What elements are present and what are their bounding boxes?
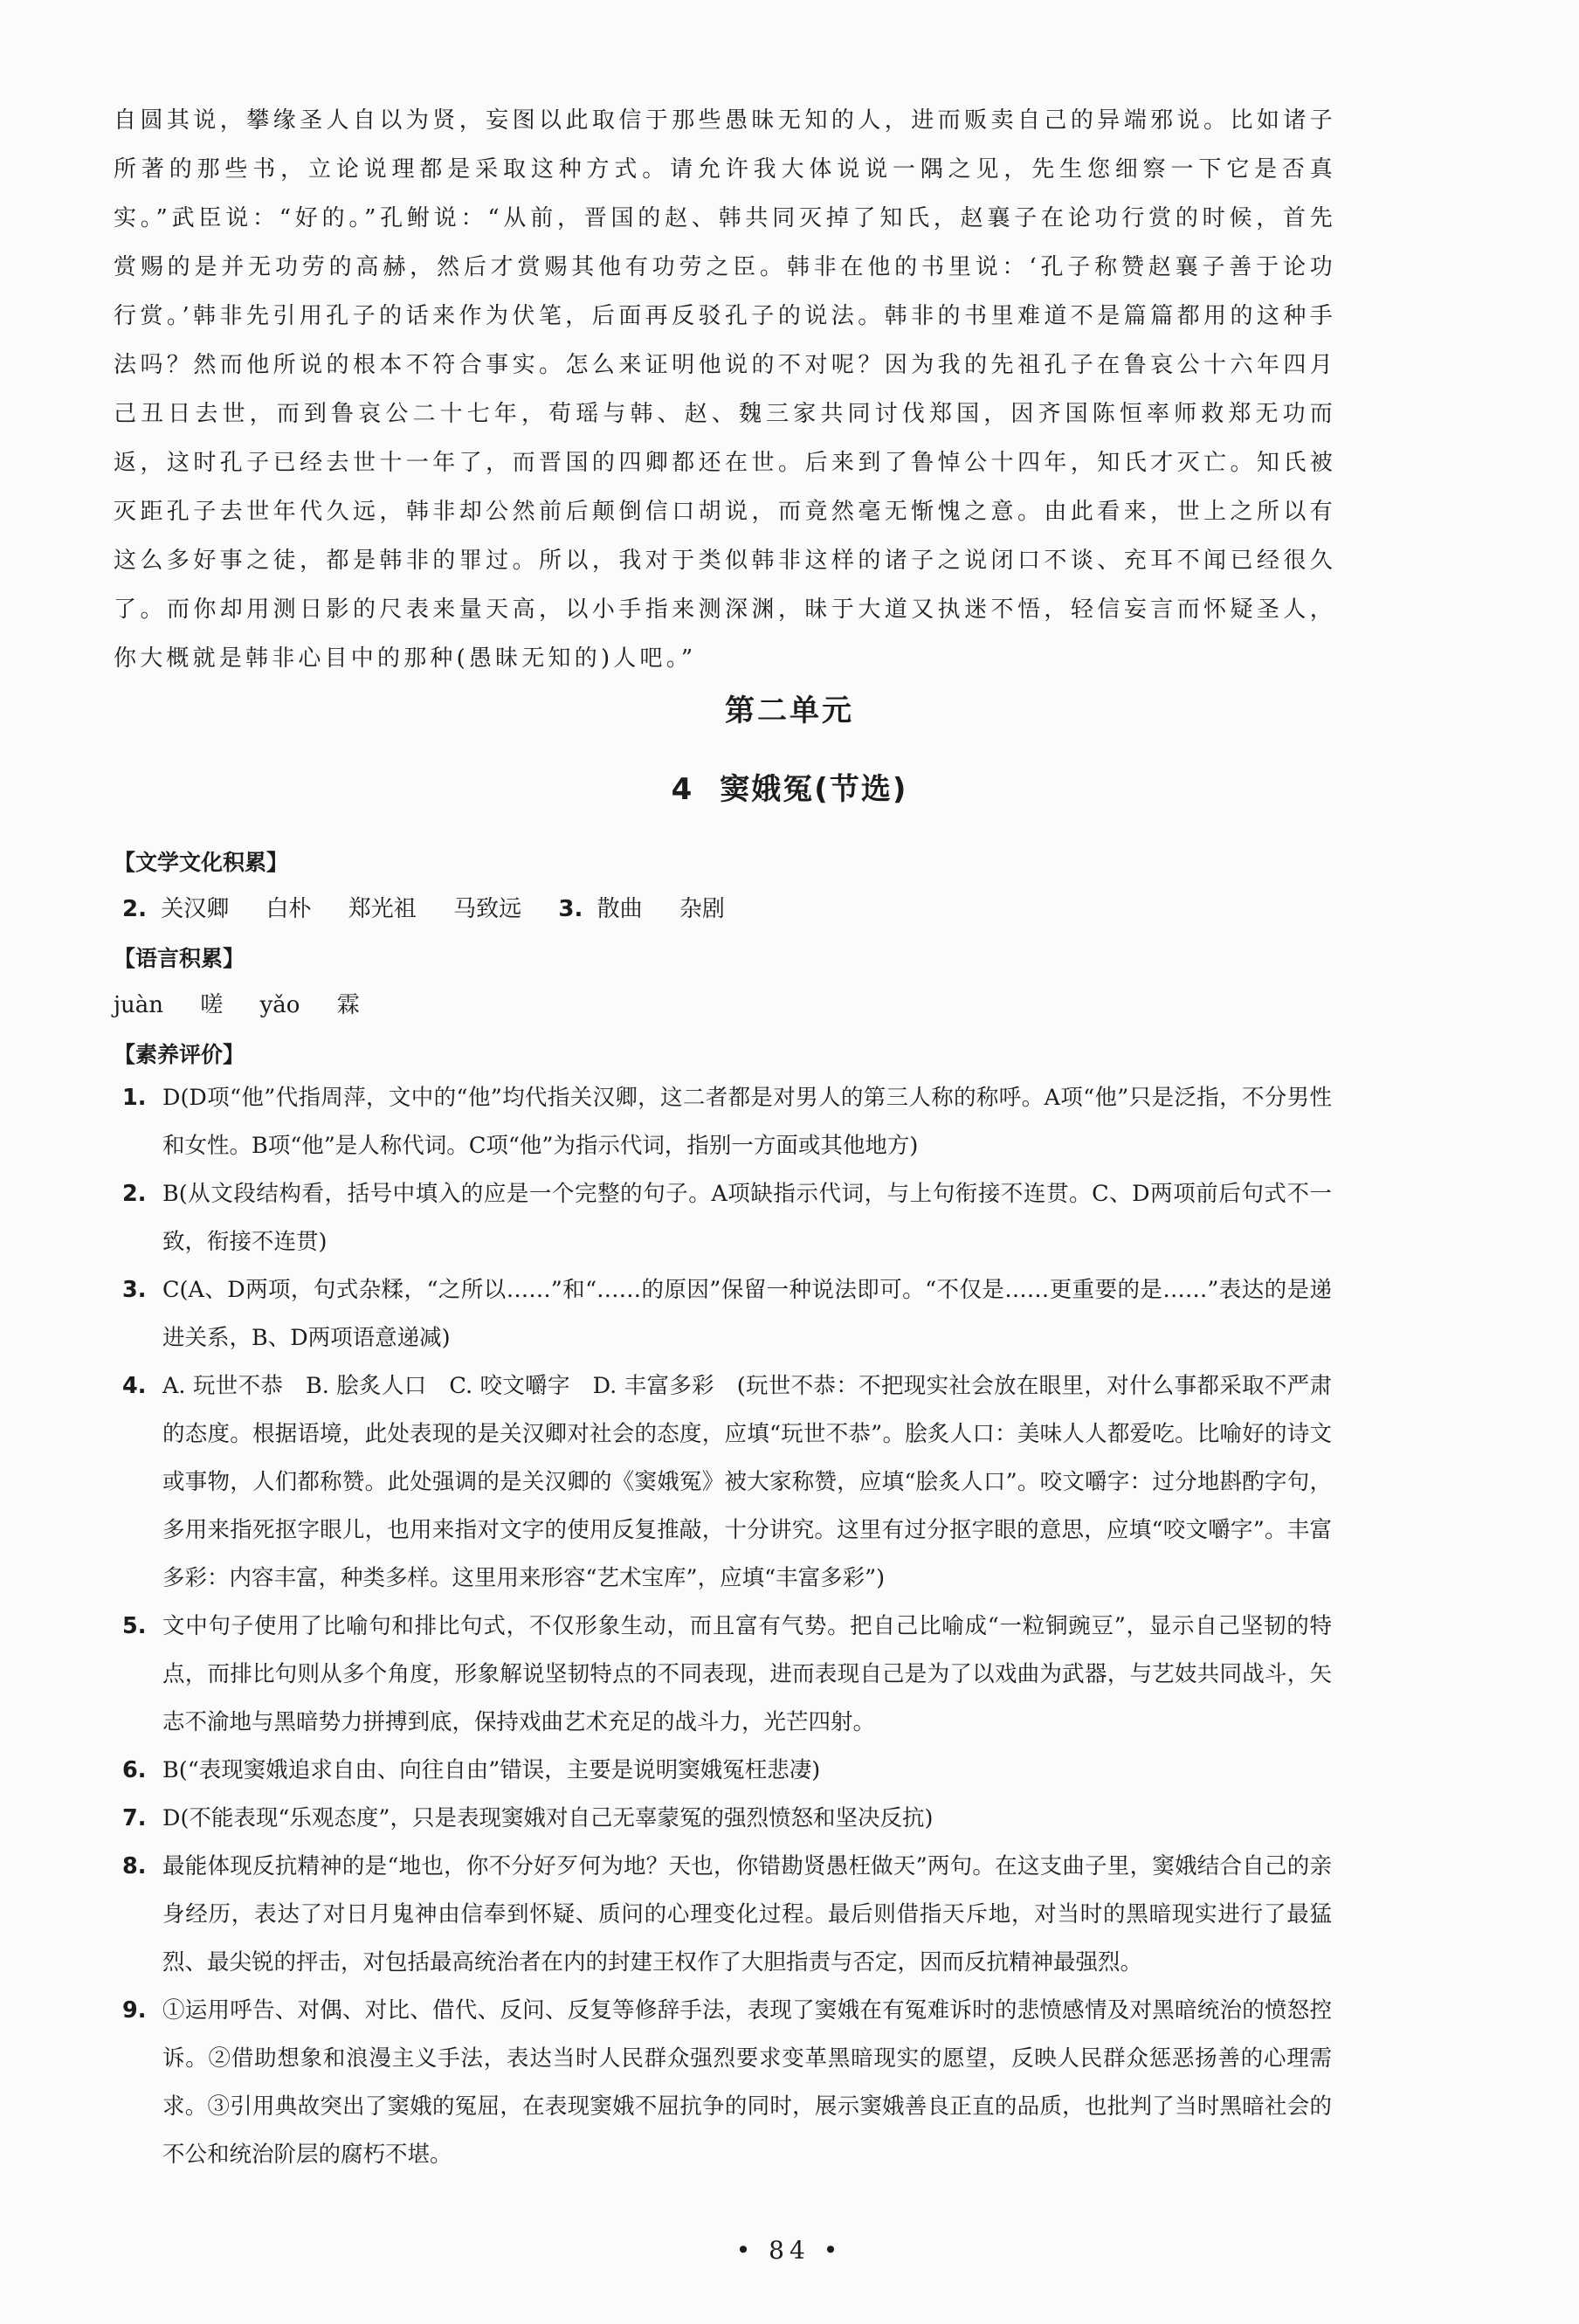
answer-text: A. 玩世不恭 B. 脍炙人口 C. 咬文嚼字 D. 丰富多彩 (玩世不恭：不把现实社会放在眼里，对什么事都采取不严肃的态度。根据语境，此处表现的是关汉卿对社会的态度，应填“玩世不恭”。脍炙人口：美味人人都爱吃。比喻好的诗文或事物，人们都称赞。此处强调的是关汉卿的《窦娥冤》被大家称赞，应填“脍炙人口”。咬文嚼字：过分地斟酌字句，多用来指死抠字眼儿，也用来指对文字的使用反复推敲，十分讲究。这里有过分抠字眼的意思，应填“咬文嚼字”。丰富多彩：内容丰富，种类多样。这里用来形容“艺术宝库”，应填“丰富多彩”) bbox=[162, 1373, 1332, 1591]
answer-number: 3. bbox=[558, 896, 583, 922]
intro-paragraph: 自圆其说，攀缘圣人自以为贤，妄图以此取信于那些愚昧无知的人，进而贩卖自己的异端邪说。比如诸子所著的那些书，立论说理都是采取这种方式。请允许我大体说说一隅之见，先生您细察一下它是否真实。”武臣说：“好的。”孔鲋说：“从前，晋国的赵、韩共同灭掉了知氏，赵襄子在论功行赏的时候，首先赏赐的是并无功劳的高赫，然后才赏赐其他有功劳之臣。韩非在他的书里说：‘孔子称赞赵襄子善于论功行赏。’韩非先引用孔子的话来作为伏笔，后面再反驳孔子的说法。韩非的书里难道不是篇篇都用的这种手法吗？然而他所说的根本不符合事实。怎么来证明他说的不对呢？因为我的先祖孔子在鲁哀公十六年四月己丑日去世，而到鲁哀公二十七年，荀瑶与韩、赵、魏三家共同讨伐郑国，因齐国陈恒率师救郑无功而返，这时孔子已经去世十一年了，而晋国的四卿都还在世。后来到了鲁悼公十四年，知氏才灭亡。知氏被灭距孔子去世年代久远，韩非却公然前后颠倒信口胡说，而竟然毫无惭愧之意。由此看来，世上之所以有这么多好事之徒，都是韩非的罪过。所以，我对于类似韩非这样的诸子之说闭口不谈、充耳不闻已经很久了。而你却用测日影的尺表来量天高，以小手指来测深渊，昧于大道又执迷不悟，轻信妄言而怀疑圣人，你大概就是韩非心目中的那种(愚昧无知的)人吧。” bbox=[114, 107, 1336, 672]
answer-number: 2. bbox=[122, 896, 147, 922]
answer-3 bbox=[122, 1266, 1332, 1362]
answer-number: 6. bbox=[122, 1757, 147, 1783]
lesson-number: 4 bbox=[671, 772, 694, 807]
answer-text: D(不能表现“乐观态度”，只是表现窦娥对自己无辜蒙冤的强烈愤怒和坚决反抗) bbox=[162, 1805, 934, 1831]
section-language-heading: 【语言积累】 bbox=[114, 946, 245, 971]
answer-item: 杂剧 bbox=[679, 896, 725, 922]
answer-item: 嗟 bbox=[200, 992, 224, 1018]
unit-title: 第二单元 bbox=[725, 693, 854, 728]
answer-text: 最能体现反抗精神的是“地也，你不分好歹何为地？天也，你错勘贤愚枉做天”两句。在这支曲子里，窦娥结合自己的亲身经历，表达了对日月鬼神由信奉到怀疑、质问的心理变化过程。最后则借指天斥地，对当时的黑暗现实进行了最猛烈、最尖锐的抨击，对包括最高统治者在内的封建王权作了大胆指责与否定，因而反抗精神最强烈。 bbox=[162, 1853, 1332, 1976]
answer-item: 马致远 bbox=[453, 896, 522, 922]
answer-text: ①运用呼告、对偶、对比、借代、反问、反复等修辞手法，表现了窦娥在有冤难诉时的悲愤感情及对黑暗统治的愤怒控诉。②借助想象和浪漫主义手法，表达当时人民群众强烈要求变革黑暗现实的愿望，反映人民群众惩恶扬善的心理需求。③引用典故突出了窦娥的冤屈，在表现窦娥不屈抗争的同时，展示窦娥善良正直的品质，也批判了当时黑暗社会的不公和统治阶层的腐朽不堪。 bbox=[162, 1997, 1332, 2168]
answer-number: 5. bbox=[122, 1613, 147, 1639]
answer-8 bbox=[122, 1843, 1332, 1987]
answer-text: 文中句子使用了比喻句和排比句式，不仅形象生动，而且富有气势。把自己比喻成“一粒铜豌豆”，显示自己坚韧的特点，而排比句则从多个角度，形象解说坚韧特点的不同表现，进而表现自己是为了以戏曲为武器，与艺妓共同战斗，矢志不渝地与黑暗势力拼搏到底，保持戏曲艺术充足的战斗力，光芒四射。 bbox=[162, 1613, 1332, 1735]
literature-answers bbox=[122, 891, 755, 923]
answer-item: 霖 bbox=[336, 992, 360, 1018]
language-answers bbox=[114, 987, 390, 1019]
section-literature-heading: 【文学文化积累】 bbox=[114, 850, 289, 875]
answer-item: 散曲 bbox=[596, 896, 643, 922]
answer-2 bbox=[122, 1170, 1332, 1266]
answer-text: B(从文段结构看，括号中填入的应是一个完整的句子。A项缺指示代词，与上句衔接不连贯。C、D两项前后句式不一致，衔接不连贯) bbox=[162, 1181, 1332, 1255]
answer-6 bbox=[122, 1747, 1332, 1795]
answer-text: C(A、D两项，句式杂糅，“之所以……”和“……的原因”保留一种说法即可。“不仅是……更重要的是……”表达的是递进关系，B、D两项语意递减) bbox=[162, 1277, 1332, 1351]
page-number: • 84 • bbox=[735, 2236, 844, 2265]
answer-text: D(D项“他”代指周萍，文中的“他”均代指关汉卿，这二者都是对男人的第三人称的称呼。A项“他”只是泛指，不分男性和女性。B项“他”是人称代词。C项“他”为指示代词，指别一方面或其他地方) bbox=[162, 1085, 1332, 1159]
answer-7 bbox=[122, 1795, 1332, 1843]
lesson-name: 窦娥冤(节选) bbox=[720, 772, 908, 807]
lesson-title bbox=[0, 765, 1579, 808]
answer-number: 8. bbox=[122, 1853, 147, 1879]
answer-text: B(“表现窦娥追求自由、向往自由”错误，主要是说明窦娥冤枉悲凄) bbox=[162, 1757, 821, 1783]
answer-9 bbox=[122, 1987, 1332, 2179]
answer-number: 9. bbox=[122, 1997, 147, 2024]
answer-item: 白朴 bbox=[265, 896, 312, 922]
answer-number: 7. bbox=[122, 1805, 147, 1831]
answer-list bbox=[122, 1074, 1332, 2179]
section-evaluation-heading: 【素养评价】 bbox=[114, 1042, 245, 1067]
answer-item: yǎo bbox=[259, 992, 300, 1018]
answer-number: 2. bbox=[122, 1181, 147, 1207]
answer-number: 1. bbox=[122, 1085, 147, 1111]
answer-number: 4. bbox=[122, 1373, 147, 1399]
answer-1 bbox=[122, 1074, 1332, 1170]
answer-4 bbox=[122, 1362, 1332, 1603]
answer-5 bbox=[122, 1603, 1332, 1747]
answer-item: juàn bbox=[114, 992, 164, 1018]
answer-item: 关汉卿 bbox=[161, 896, 230, 922]
answer-item: 郑光祖 bbox=[348, 896, 417, 922]
answer-number: 3. bbox=[122, 1277, 147, 1303]
